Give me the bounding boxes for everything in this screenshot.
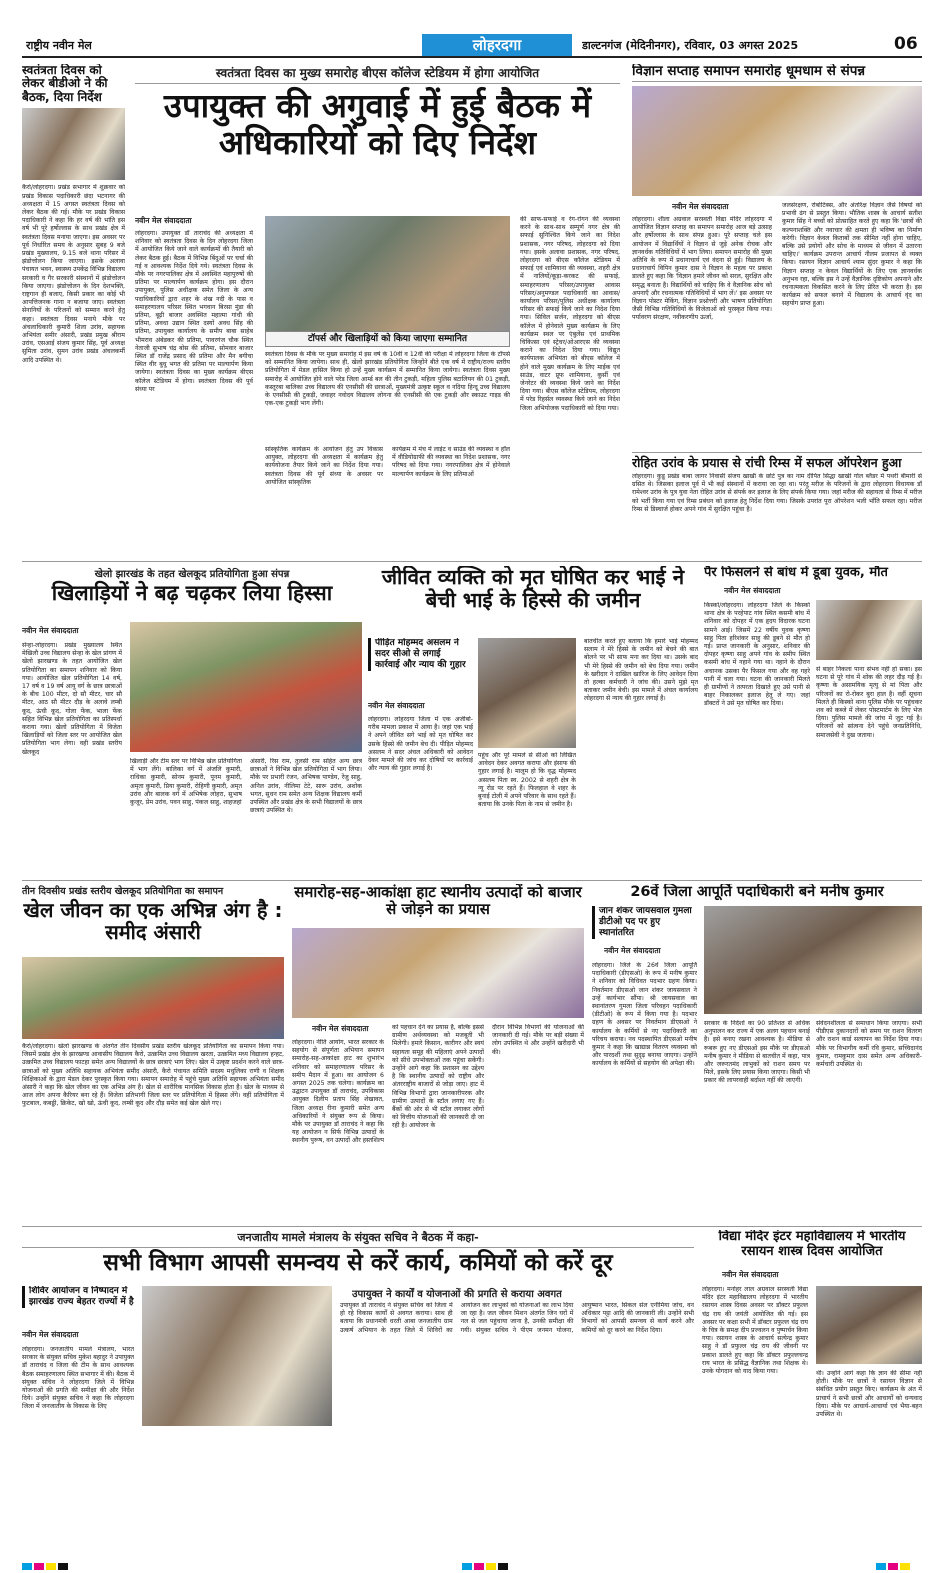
story-haat xyxy=(292,884,584,1222)
swatch-yellow xyxy=(46,1563,56,1570)
story-manish-body: लोहरदगा। जिले के 26वें जिला आपूर्ति पदाधिकारी (डीएसओ) के रूप में मनीष कुमार ने शनिवार को विधिवत पदभार ग्रहण किया। निवर्तमान डीएसओ जान शंकर जायसवाल ने उन्हें कार्यभार सौंपा। श्री जायसवाल का स्थानांतरण गुमला जिला परिवहन पदाधिकारी (डीटीओ) के रूप में किया गया है। पदभार ग्रहण के अवसर पर निवर्तमान डीएसओ ने कार्यालय के कर्मियों से नए पदाधिकारी का परिचय कराया। नव पदस्थापित डीएसओ मनीष कुमार ने कहा कि खाद्यान्न वितरण व्यवस्था को और पारदर्शी तथा सुदृढ़ बनाया जाएगा। उन्होंने कार्यालय के कर्मियों से सहयोग की अपेक्षा की। xyxy=(592,962,697,1068)
story-land xyxy=(368,566,698,876)
story-manish-photo xyxy=(704,906,922,1014)
story-land-photo xyxy=(478,638,576,748)
story-science-body: लोहरदगा। शीला अग्रवाल सरस्वती विद्या मंदिर लोहरदगा में आयोजित विज्ञान सप्ताह का समापन समारोह आज बड़े उत्साह और हर्षोल्लास के साथ संपन्न हुआ। पूरे सप्ताह चले इस आयोजन में विद्यार्थियों ने विज्ञान से जुड़े अनेक रोचक और ज्ञानवर्धक गतिविधियों में भाग लिया। समापन समारोह की मुख्य अतिथि के रूप में प्रधानाचार्य एवं वंदना से हुई। विद्यालय के प्रधानाचार्य विपिन कुमार दास ने विज्ञान के महत्व पर प्रकाश डालते हुए कहा कि 'विज्ञान हमारे जीवन को सरल, सुरक्षित और समृद्ध बनाता है। विद्यार्थियों को चाहिए कि वे वैज्ञानिक सोच को अपनाएँ और रचनात्मक गतिविधियों में भाग लें।' इस अवसर पर विज्ञान पोस्टर मेकिंग, विज्ञान प्रश्नोत्तरी और भाषण प्रतियोगिता जैसी विभिन्न गतिविधियों के विजेताओं को पुरस्कृत किया गया। पर्यावरण संरक्षण, नवीकरणीय ऊर्जा, xyxy=(632,216,772,322)
story-science-headline: विज्ञान सप्ताह समापन समारोह धूमधाम से संपन्न xyxy=(632,64,922,82)
story-sameed-body: कैरो/लोहरदगा। खेलो झारखण्ड के अंतर्गत तीन दिवसीय प्रखंड स्तरीय खेलकूद प्रतियोगिता का समापन किया गया। जिसमें प्रखंड क्षेत्र के झारखण्ड आवासीय विद्यालय कैरो, उत्क्रमित उच्च विद्यालय खरता, उत्क्रमित मध्य विद्यालय हन्हट, उत्क्रमित उच्च विद्यालय फाटहा समेत अन्य विद्यालयों के छात्र छात्राएं भाग लिए। खेल में उत्कृष्ट प्रदर्शन करने वाले छात्र-छात्राओं को मुख्य अतिथि सहायक अभियंता समीद अंसारी, कैरो पंचायत समिति सदस्य मधुलिका राणी व शिक्षक शिक्षिकाओं के द्वारा मेडल देकर पुरस्कृत किया गया। समापन समारोह में पहुंचे मुख्य अतिथि सहायक अभियंता समीद अंसारी ने कहा कि खेल जीवन का एक अभिन्न अंग है। खेल से शारीरिक मानसिक विकास होता है। खेल के माध्यम से आज लोग अपना कैरियर बना रहे हैं। विजेता प्रतिभागी जिला स्तर पर प्रतियोगिता में हिस्सा लेंगे। वहीं प्रतियोगिता में फुटबाल, कबड्डी, क्रिकेट, खो खो, ऊंची कूद, लम्बी कूद और दौड़ समेत कई खेल खेले गए। xyxy=(22,1043,284,1108)
story-rohit xyxy=(632,452,922,556)
story-chem-headline: विद्या मंदिर इंटर महाविद्यालय में भारतीय रसायन शास्त्र दिवस आयोजित xyxy=(718,1230,906,1259)
story-bdo-photo xyxy=(22,108,125,180)
story-lead-col3: कार्यक्रम में मंच में लाईट व साउंड की व्यवस्था व हॉल में वीडियोग्राफी की व्यवस्था का निदेश प्रशासक, नगर परिषद को दिया गया। नगरपालिका क्षेत्र में होनेवाले माल्यार्पण कार्यक्रम के लिए प्रतिमाओं xyxy=(392,446,510,478)
story-science-photo xyxy=(632,86,922,196)
story-haat-headline: समारोह-सह-आकांक्षा हाट स्थानीय उत्पादों को बाजार से जोड़ने का प्रयास xyxy=(294,884,582,918)
story-khelo-body: सेन्हा-लोहरदगा। प्रखंड मुख्यालय स्थित मेखिलौ उच्च विद्यालय सेन्हा के खेल प्रांगण में खेलो झारखण्ड के तहत आयोजित खेल प्रतियोगिता का समापन शनिवार को किया गया। आयोजित खेल प्रतियोगिता 14 वर्ष, 17 वर्ष व 19 वर्ष आयु वर्ग के छात्र छात्राओं के बीच 100 मीटर, दो सौ मीटर, चार सौ मीटर, आठ सौ मीटर दौड़ के अलावे लम्बी कूद, ऊंची कूद, गोला फेंक, भाला फेंक सहित विभिन्न खेल प्रतियोगिता का प्रतिस्पर्धा कराया गया। खेलो प्रतियोगिता में विजेता खिलाड़ियों को जिला स्तर पर आयोजित खेल प्रतियोगिता भाग लेगा। वही प्रखंड स्तरीय खेलकूद xyxy=(22,642,122,756)
story-sameed xyxy=(22,884,284,1222)
divider xyxy=(22,561,922,562)
story-lead-col4: की साफ-सफाई व रंग-रोगन की व्यवस्था करने के साथ-साथ सम्पूर्ण नगर क्षेत्र की सफाई सुनिश्चित किये जाने का निदेश प्रशासक, नगर परिषद, लोहरदगा को दिया गया। इसके अलावा प्रशासक, नगर परिषद, लोहरदगा को बीएस कॉलेज स्टेडियम में सफाई एवं शामियाना की व्यवस्था, शहरी क्षेत्र में नालियों/कूड़ा-करकट की सफाई, समाहरणालय परिसर/उपायुक्त आवास परिसर/अनुमण्डल पदाधिकारी का आवास/कार्यालय परिसर/पुलिस अधीक्षक कार्यालय परिसर की सफाई किये जाने का निदेश दिया गया। सिविल सर्जन, लोहरदगा को बीएस कॉलेज में होनेवाले मुख्य कार्यक्रम के लिए कार्यक्रम स्थल पर एंबुलेंस एवं प्राथमिक चिकित्सा एवं स्ट्रेचर/ओआरएस की व्यवस्था कराने का निदेश दिया गया। विद्युत कार्यपालक अभियंता को बीएस कॉलेज में होने वाले मुख्य कार्यक्रम के लिए माईक एवं साउंड, वाटर प्रूफ शामियाना, कुर्सी एवं जेनरेटर की व्यवस्था किये जाने का निर्देश दिया गया। बीएस कॉलेज स्टेडियम, लोहरदगा में परेड रिहर्सल व्यवस्था किये जाने का निदेश जिला अभियोजक पदाधिकारी को दिया गया। xyxy=(520,216,620,412)
swatch-magenta xyxy=(34,1563,44,1570)
story-lead-photo-caption: टॉपर्स और खिलाड़ियों को किया जाएगा सम्मानित xyxy=(265,331,510,347)
story-lead-col2: सांस्कृतिक कार्यक्रम के आयोजन हेतु उप विकास आयुक्त, लोहरदगा की अध्यक्षता में कार्यक्रम हेतु कार्ययोजना तैयार किये जाने का निर्देश दिया गया। स्वतंत्रता दिवस की पूर्व संध्या के अवसर पर आयोजित सांस्कृतिक xyxy=(265,446,383,486)
story-manish-byline: नवीन मेल संवाददाता xyxy=(604,946,661,955)
swatch-yellow xyxy=(900,1563,910,1570)
story-khelo-kicker: खेलो झारखंड के तहत खेलकूद प्रतियोगिता हुआ संपन्न xyxy=(94,569,290,580)
story-rohit-headline: रोहित उरांव के प्रयास से रांची रिम्स में सफल ऑपरेशन हुआ xyxy=(632,452,922,470)
story-haat-body3: दौरान विभिन्न विभागों की योजनाओं की जानकारी दी गई। मौके पर बड़ी संख्या में लोग उपस्थित थे और उन्होंने खरीदारी भी की। xyxy=(492,1024,584,1056)
swatch-magenta xyxy=(888,1563,898,1570)
swatch-yellow xyxy=(486,1563,496,1570)
dateline: डाल्टनगंज (मेदिनीनगर), रविवार, 03 अगस्त 2025 xyxy=(582,39,799,52)
section-title: लोहरदगा xyxy=(422,34,572,56)
story-lead-headline: उपायुक्त की अगुवाई में हुई बैठक में अधिकारियों को दिए निर्देश xyxy=(163,86,592,162)
story-drown-body: किस्को/लोहरदगा। लोहरदगा जिले के किस्को थाना क्षेत्र के परहेपाट गांव स्थित कसमी बांध में शनिवार को दोपहर में एक हृदय विदारक घटना सामने आई। जिसमें 22 वर्षीय युवक कृष्णा साहु पिता हरिशंकर साहु की डूबने से मौत हो गई। प्राप्त जानकारी के अनुसार, शनिवार की दोपहर कृष्णा साहु अपने गांव के समीप स्थित कसमी बांध में नहाने गया था। नहाने के दौरान अचानक उसका पैर फिसल गया और वह गहरे पानी में चला गया। घटना की जानकारी मिलते ही ग्रामीणों ने तत्परता दिखाते हुए उसे पानी से बाहर निकालकर इलाज हेतु ले गए। जहां डॉक्टरों ने उसे मृत घोषित कर दिया। xyxy=(704,602,810,708)
story-tribal-bullet: शिविर आयोजन व निष्पादन में झारखंड राज्य बेहतर राज्यों में है xyxy=(22,1286,134,1308)
story-land-headline: जीवित व्यक्ति को मृत घोषित कर भाई ने बेची भाई के हिस्से की जमीन xyxy=(381,566,685,612)
story-tribal-byline: नवीन मेल संवाददाता xyxy=(22,1330,79,1339)
story-manish-body2: सरकार के निर्देशों का 90 प्रतिशत से अधिक अनुपालन कर राज्य में एक अलग पहचान बनाई है। इसे बनाए रखना आवश्यक है। मीडिया से रूबरू हुए नए डीएसओ इस मौके पर डीएसओ मनीष कुमार ने मीडिया से बातचीत में कहा, पात्र और जरूरतमंद लाभुकों को राशन समय पर मिले, इसके लिए प्रयास किया जाएगा। किसी भी प्रकार की लापरवाही बर्दाश्त नहीं की जाएगी। xyxy=(704,1020,810,1085)
story-chem-body2: थी। उन्होंने आगे कहा कि ज्ञान की सीमा नहीं होती। मौके पर छात्रों ने रसायन विज्ञान से संबंधित प्रयोग प्रस्तुत किए। कार्यक्रम के अंत में प्राचार्य ने सभी छात्रों और आचार्यों को धन्यवाद दिया। मौके पर आचार्य-आचार्या एवं भैया-बहन उपस्थित थे। xyxy=(816,1370,922,1419)
swatch-black xyxy=(498,1563,508,1570)
story-khelo-photo xyxy=(130,622,362,752)
story-chem-body: लोहरदगा। मनोहर लाल अग्रवाल सरस्वती विद्या मंदिर इंटर महाविद्यालय लोहरदगा में भारतीय रसायन शास्त्र दिवस अवसर पर डॉक्टर प्रफुल्ल चंद्र राय की जयंती आयोजित की गई। इस अवसर पर कक्षा सभी में डॉक्टर प्रफुल्ल चंद्र राय के चित्र के समक्ष दीप प्रज्वलन व पुष्पार्चन किया गया। रसायन शास्त्र के आचार्य सत्येन्द्र कुमार साहु ने डॉ प्रफुल्ल चंद्र राय की जीवनी पर प्रकाश डालते हुए कहा कि डॉक्टर प्रफुल्लचन्द्र राय भारत के प्रसिद्ध वैज्ञानिक तथा शिक्षक थे। उनके योगदान को याद किया गया। xyxy=(702,1286,808,1376)
story-science-body2: जलसंरक्षण, रोबोटिक्स, और अंतरिक्ष विज्ञान जैसे विषयों को प्रभावी ढंग से प्रस्तुत किया। भौतिक शास्त्र के आचार्य सतीश कुमार सिंह ने बच्चों को प्रोत्साहित करते हुए कहा कि 'छात्रों की कल्पनाशक्ति और नवाचार की क्षमता ही भविष्य का निर्माण करेगी। विज्ञान केवल किताबों तक सीमित नहीं होना चाहिए, बल्कि उसे प्रयोगों और सोच के माध्यम से जीवन में उतारना चाहिए।' कार्यक्रम उपरान्त आचार्य नीलम प्रजापत से व्यक्त किया। रसायन विज्ञान आचार्य श्याम सुंदर कुमार ने कहा कि विज्ञान सप्ताह न केवल विद्यार्थियों के लिए एक ज्ञानवर्धक अनुभव रहा, बल्कि इस ने उन्हें वैज्ञानिक दृष्टिकोण अपनाने और रचनात्मकता विकसित करने के लिए प्रेरित भी करता है। इस कार्यक्रम को सफल बनाने में विद्यालय के आचार्य वृंद का सहयोग प्राप्त हुआ। xyxy=(782,202,922,308)
story-tribal-sub: उपायुक्त ने कार्यों व योजनाओं की प्रगति से कराया अवगत xyxy=(352,1289,562,1300)
swatch-cyan xyxy=(22,1563,32,1570)
story-land-body2: पहुंच और पूरे मामले से सीओ को लिखित आवेदन देकर अवगत कराया और इंसाफ की गुहार लगाई है। मालूम हो कि वृद्ध मोहम्मद असलम पिता स्व. 2002 से शहरी क्षेत्र के न्यू रोड पर रहते हैं। फिलहाल वे शहर के बुनाई टोली में अपने परिवार के साथ रहते हैं। बताया कि उनके पिता के नाम से जमीन है। xyxy=(478,752,576,809)
swatch-magenta xyxy=(474,1563,484,1570)
story-bdo-headline: स्वतंत्रता दिवस को लेकर बीडीओ ने की बैठक, दिया निर्देश xyxy=(22,64,108,104)
story-sameed-photo xyxy=(22,957,284,1039)
story-manish-body3: संवेदनशीलता से समाधान किया जाएगा। सभी पीडीएस दुकानदारों को समय पर राशन वितरण और राशन कार्ड सत्यापन का निर्देश दिया गया। मौके पर विभागीय कर्मी रवि कुमार, सच्चिदानंद कुमार, रामकुमार दास समेत अन्य अधिकारी-कर्मचारी उपस्थित थे। xyxy=(816,1020,922,1069)
story-lead-photo-side: स्वतंत्रता दिवस के मौके पर मुख्य समारोह में इस वर्ष के 10वीं व 12वीं की परीक्षा में लोहरदगा जिला के टॉपर्स को सम्मानित किया जायेगा। साथ ही, खेलो झारखंड प्रतियोगिता जिन्होंने बीते एक वर्ष में राष्ट्रीय/राज्य स्तरीय प्रतियोगिता में मेडल हासिल किया हो उन्हें मुख्य कार्यक्रम में सम्मानित किया जायेगा। स्वतंत्रता दिवस मुख्य समारोह में आयोजित होने वाले परेड जिला आर्म्ड बल की तीन टुकड़ी, महिला पुलिस बटालियन की 01 टुकड़ी, कस्तूरबा बालिका उच्च विद्यालय की एनसीसी की छात्राओं, मुख्यमंत्री उत्कृष्ट स्कूल व नदिया हिन्दू उच्च विद्यालय के एनसीसी की टुकड़ी, जवाहर नवोदय विद्यालय लोगना की एनसीसी की एक टुकड़ी और स्काउट गाइड की एक-एक टुकड़ी भाग लेंगी। xyxy=(265,351,510,408)
story-land-body: लोहरदगा। लोहरदगा जिला में एक अजीबो-गरीब मामला प्रकाश में आया है। जहां एक भाई ने अपने जीवित सगे भाई को मृत घोषित कर उसके हिस्से की जमीन बेच दी। पीड़ित मोहम्मद असलम ने सदर अंचल अधिकारी को आवेदन देकर मामले की जांच कर दोषियों पर कार्रवाई और न्याय की गुहार लगाई है। xyxy=(368,716,473,773)
swatch-cyan xyxy=(462,1563,472,1570)
story-drown-photo xyxy=(816,600,922,660)
divider xyxy=(22,1226,922,1227)
swatch-cyan xyxy=(876,1563,886,1570)
story-land-byline: नवीन मेल संवाददाता xyxy=(368,701,425,710)
story-haat-body: लोहरदगा। नीति आयोग, भारत सरकार के सहयोग से संपूर्णता अभियान समापन समारोह-सह-आकांक्षा हाट का शुभारंभ शनिवार को समाहरणालय परिसर के समीप मैदान में हुआ। का आयोजन 6 अगस्त 2025 तक चलेगा। कार्यक्रम का उद्घाटन उपायुक्त डॉ ताराचंद, उपविकास आयुक्त दिलीप प्रताप सिंह शेखावत, जिला अध्यक्ष रीना कुमारी समेत अन्य अधिकारियों ने संयुक्त रूप से किया। मौके पर उपायुक्त डॉ ताराचंद ने कहा कि यह आयोजन न सिर्फ विभिन्न उत्पादों के स्थानीय पुरूष, वन उत्पादों और हस्तशिल्प xyxy=(292,1039,384,1145)
footer-color-bar xyxy=(22,1556,922,1570)
story-khelo-body2: खिलाड़ी और टीम स्तर पर विभिन्न खेल प्रतियोगिता में भाग लेंगे। बालिका वर्ग में अंजलि कुमारी, राधिका कुमारी, सोनम कुमारी, पूनम कुमारी, अमृता कुमारी, प्रिया कुमारी, रोहिणी कुमारी, अमृत उरांव और बालक वर्ग में अभिषेक लोहरा, सुभाष कुजूर, प्रेम उरांव, पवन साहु, पंकज साहु, शाहजहां xyxy=(130,758,242,807)
story-haat-photo xyxy=(292,928,584,1018)
story-khelo-body3: अंसारी, रिंस राम, तुलसी राम सहित अन्य छात्र छात्राओं ने विभिन्न खेल प्रतियोगिता में भाग लिया। मौके पर प्रभारी रंजन, अभिषक पाण्डेय, रेंजु साहु, अनिल उरांव, नीलिमा टेटे, सारू उरांव, अशोक भगत, सुधन राम समेत अन्य शिक्षक विद्यालय कर्मी उपस्थित और प्रखंड क्षेत्र के सभी विद्यालयों के छात्र छात्राएं उपस्थित थे। xyxy=(250,758,362,815)
story-science xyxy=(632,64,922,448)
story-tribal-photo xyxy=(142,1286,332,1426)
story-lead-kicker: स्वतंत्रता दिवस का मुख्य समारोह बीएस कॉलेज स्टेडियम में होगा आयोजित xyxy=(135,64,620,84)
story-tribal-body2: उपायुक्त डॉ ताराचंद ने संयुक्त सचिव को जिला में हो रहे विकास कार्यों से अवगत कराया। साथ ही बताया कि प्रधानमंत्री धरती आबा जनजातीय ग्राम उत्कर्ष अभियान के तहत जिले में शिविरों का आयोजन कर लाभुकों को योजनाओं का लाभ दिया जा रहा है। जल जीवन मिशन अंतर्गत जिन घरों में नल से जल पहुंचाया जाना है, उनकी समीक्षा की गयी। संयुक्त सचिव ने पीएम जनमन योजना, आयुष्मान भारत, सिकल सेल एनीमिया जांच, वन अधिकार पट्टा आदि की जानकारी ली। उन्होंने सभी विभागों को आपसी समन्वय से कार्य करने और कमियों को दूर करने का निर्देश दिया। xyxy=(340,1302,694,1334)
page-number: 06 xyxy=(894,34,918,54)
story-manish-bullet: जान शंकर जायसवाल गुमला डीटीओ पद पर हुए स्थानांतरित xyxy=(592,906,697,939)
story-drown-body2: से बाहर निकला पाना संभव नहीं हो सका। इस घटना से पूरे गांव में शोक की लहर दौड़ गई है। कृष्णा के असामयिक मृत्यु से मां पिता और परिजनों का रो-रोकर बुरा हाल है। वहीं सूचना मिलते ही किस्को थाना पुलिस मौके पर पहुंचकर शव को कब्जे में लेकर पोस्टमार्टम के लिए भेज दिया। पुलिस मामले की जांच में जुट गई है। परिजनों को सांत्वना देने पहुंचे जनप्रतिनिधि, समाजसेवी ने दुख जताया। xyxy=(816,666,922,739)
story-manish-headline: 26वें जिला आपूर्ति पदाधिकारी बने मनीष कुमार xyxy=(630,884,884,900)
masthead xyxy=(22,34,922,58)
story-bdo xyxy=(22,64,125,554)
story-tribal-kicker: जनजातीय मामले मंत्रालय के संयुक्त सचिव ने बैठक में कहा- xyxy=(22,1230,694,1248)
story-chem-byline: नवीन मेल संवाददाता xyxy=(722,1270,779,1279)
divider xyxy=(22,880,922,881)
story-land-bullet: पीड़ित मोहम्मद असलम ने सदर सीओ से लगाई कार्रवाई और न्याय की गुहार xyxy=(368,638,468,671)
story-tribal xyxy=(22,1230,694,1552)
story-rohit-body: लोहरदगा। कुडू प्रखंड बाबा जागर निवासी संजय खाखी के छोटे पुत्र का नाम दीपित सिद्धा खाखी गोल ब्लैडर में पथरी बीमारी से ग्रसित थे। जिसका इलाज पूर्व में भी कई संस्थानों में कराया जा रहा था। परंतु मरीज के परिजनों के द्वारा लोहरदगा विधायक डॉ रामेश्वर उरांव के पुत्र युवा नेता रोहित उरांव से संपर्क कर इलाज के लिए संपर्क किया गया। जहां मरीज की सहायता से रिम्स में मरीज को भर्ती किया गया एवं रिम्स प्रबंधन को इलाज हेतु निर्देश दिया गया। जिसके उपरांत पूरा ऑपरेशन भली भाँति सफल रहा। मरीज रिम्स से डिस्चार्ज होकर अपने गांव में सुरक्षित पहुंचा है। xyxy=(632,473,922,513)
story-manish xyxy=(592,884,922,1222)
swatch-black xyxy=(58,1563,68,1570)
paper-name: राष्ट्रीय नवीन मेल xyxy=(26,39,92,52)
story-sameed-headline: खेल जीवन का एक अभिन्न अंग है : समीद अंसारी xyxy=(23,898,283,945)
story-bdo-body: कैरो/लोहरदगा। प्रखंड सभागार में शुक्रवार को प्रखंड विकास पदाधिकारी छंदा भटनागर की अध्यक्षता में 15 अगस्त स्वतंत्रता दिवस को लेकर बैठक की गई। मौके पर प्रखंड विकास पदाधिकारी ने कहा कि हर वर्ष की भांति इस वर्ष भी पूरे हर्षोल्लास के साथ प्रखंड क्षेत्र में स्वतंत्रता दिवस मनाया जाएगा। इस अवसर पर पूर्व निर्धारित समय के अनुसार सुबह 9 बजे प्रखंड मुख्यालय, 9.15 बजे थाना परिसर में झंडोत्तोलन किया जाएगा। इसके अलावा पंचायत भवन, स्वास्थ्य उपकेंद्र विभिन्न विद्यालय सरकारी व गैर सरकारी संस्थानों में झंडोत्तोलन किया जाएगा। झंडोत्तोलन के दिन देशभक्ति, राष्ट्रगान ही बजाए, किसी प्रकार का कोई भी आपत्तिजनक गाना न बजाया जाए। स्वतंत्रता सेनानियों के परिजनों को सम्मान करने हेतु कहा। स्वतंत्रता दिवस मनाये मौके पर अंचलाधिकारी कुमारी शिला उरांव, सहायक अभियंता समीर अंसारी, प्रखंड प्रमुख श्रीराम उरांव, एसआई संजय कुमार सिंह, पूर्व अध्यक्ष सुमिता उरांव, सुमन उरांव प्रखंड अंचलकर्मी आदि उपस्थित थे। xyxy=(22,184,125,364)
story-lead-byline: नवीन मेल संवाददाता xyxy=(135,216,192,225)
story-drown-byline: नवीन मेल संवाददाता xyxy=(724,586,781,595)
story-haat-body2: को पहचान देने का प्रयास है, बल्कि इससे ग्रामीण अर्थव्यवस्था को मजबूती भी मिलेगी। हमारे किसान, कारीगर और स्वयं सहायता समूह की महिलाएं अपने उत्पादों को सीधे उपभोक्ताओं तक पहुंचा सकेंगी। उन्होंने आगे कहा कि प्रशासन का उद्देश्य है कि स्थानीय उत्पादों को राष्ट्रीय और अंतरराष्ट्रीय बाजारों से जोड़ा जाए। हाट में विभिन्न विभागों द्वारा जानकारीपरक और ग्रामीण उत्पादों के स्टॉल लगाए गए हैं। बैंकों की ओर से भी स्टॉल लगाकर लोगों को वित्तीय योजनाओं की जानकारी दी जा रही है। आयोजन के xyxy=(392,1024,484,1130)
story-sameed-kicker: तीन दिवसीय प्रखंड स्तरीय खेलकूद प्रतियोगिता का समापन xyxy=(22,886,224,897)
story-khelo xyxy=(22,566,362,876)
story-lead-col1: लोहरदगा। उपायुक्त डॉ ताराचंद की अध्यक्षता में शनिवार को स्वतंत्रता दिवस के दिन लोहरदगा जिला में आयोजित किये जाने वाले कार्यक्रमों की तैयारी को लेकर बैठक हुई। बैठक में विभिन्न बिंदुओं पर चर्चा की गई व आवश्यक निर्देश दिये गये। स्वतंत्रता दिवस के मौके पर नगरपालिका क्षेत्र में अवस्थित महापुरुषों की प्रतिमा पर माल्यार्पण कार्यक्रम होगा। इस दौरान उपायुक्त, पुलिस अधीक्षक समेत जिला के अन्य पदाधिकारियों द्वारा शहर के शंख नदी के पास व समाहरणालय परिसर स्थित भगवान बिरसा मुंडा की प्रतिमा, बूढ़ी बाजार अवस्थित महात्मा गांधी की प्रतिमा, अवधा उद्यान स्थित दस्यों अवध सिंह की प्रतिमा, उपायुक्त कार्यालय के समीप बाबा साहेब भीमराव अंबेडकर की प्रतिमा, पावरगंज चौक स्थित नेताजी सुभाष चंद्र बोस की प्रतिमा, सोमवार बाजार स्थित डॉ राजेंद्र प्रसाद की प्रतिमा और मैन बगीचा स्थित वीर बुधु भगत की प्रतिमा पर माल्यार्पण किया जायेगा। स्वतंत्रता दिवस का मुख्य कार्यक्रम बीएस कॉलेज स्टेडियम में होगा। स्वतंत्रता दिवस की पूर्व संध्या पर xyxy=(135,230,253,393)
story-chem-photo xyxy=(816,1286,922,1364)
story-science-byline: नवीन मेल संवाददाता xyxy=(672,202,729,211)
story-chem xyxy=(702,1230,922,1552)
story-lead-photo xyxy=(265,216,510,331)
story-land-body3: बातचीत करते हुए बताया कि हमारे भाई मोहम्मद सलाम ने मेरे हिस्से के जमीन को बेचने की बात बोलने पर भी साफ मना कर दिया था। उसके बाद भी मेरे हिस्से की जमीन को बेच दिया गया। जमीन के खरीदार ने दाखिल खारिज के लिए आवेदन दिया तो हल्का कर्मचारी ने जांच की। उसने मुझे मृत बताकर जमीन बेची। इस मामले में अंचल कार्यालय लोहरदगा से न्याय की गुहार लगाई है। xyxy=(584,638,698,703)
story-drown-headline: पैर फिसलने से बांध में डूबा युवक, मौत xyxy=(704,566,888,580)
story-khelo-headline: खिलाड़ियों ने बढ़ चढ़कर लिया हिस्सा xyxy=(51,581,333,605)
story-haat-byline: नवीन मेल संवाददाता xyxy=(312,1024,369,1033)
story-drown xyxy=(704,566,922,876)
story-tribal-body: लोहरदगा। जनजातीय मामले मंत्रालय, भारत सरकार के संयुक्त सचिव मुकेश बहादुर ने उपायुक्त डॉ ताराचंद व जिला की टीम के साथ आवश्यक बैठक समाहरणालय स्थित सभागार में की। बैठक में संयुक्त सचिव ने लोहरदगा जिले में विभिन्न योजनाओं की प्रगति की समीक्षा की और निर्देश दिये। उन्होंने संयुक्त सचिव ने कहा कि लोहरदगा जिला में जनजातीय के विकास के लिए xyxy=(22,1346,134,1411)
story-lead xyxy=(135,64,620,556)
story-khelo-byline: नवीन मेल संवाददाता xyxy=(22,626,79,635)
story-tribal-headline: सभी विभाग आपसी समन्वय से करें कार्य, कमियों को करें दूर xyxy=(103,1250,613,1276)
